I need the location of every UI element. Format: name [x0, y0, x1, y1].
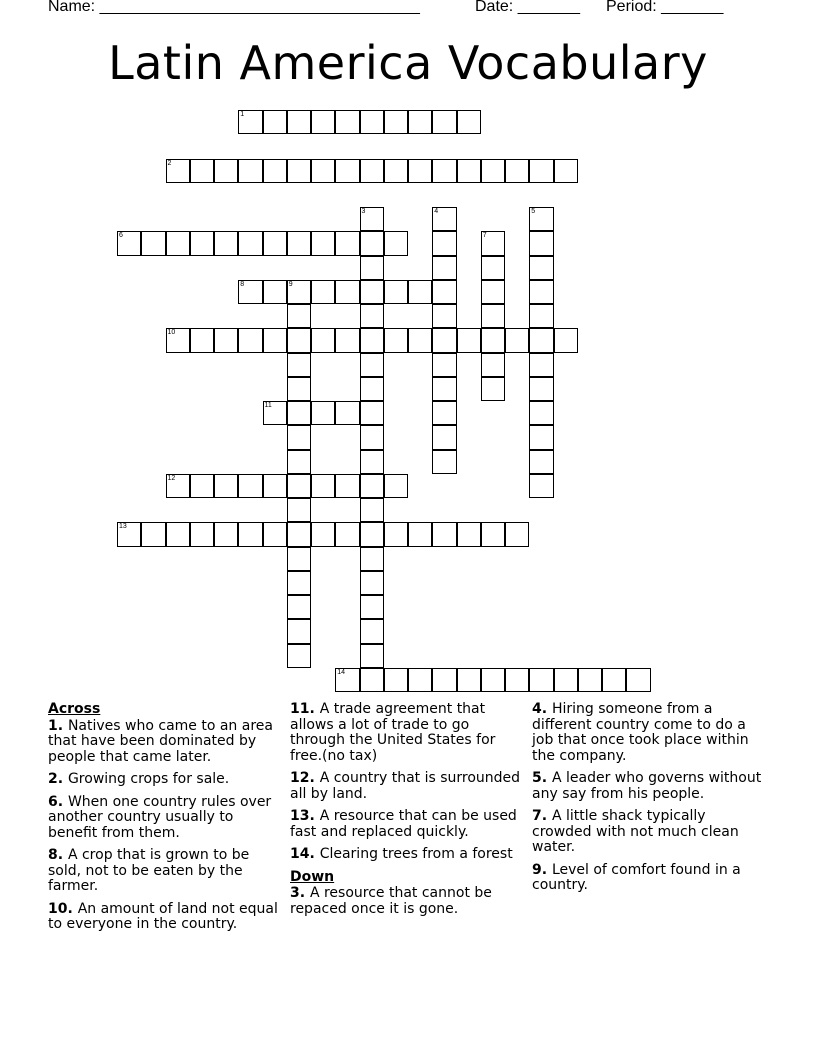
clue-number-label: 10: [48, 900, 68, 917]
clue-number-label: 5: [532, 770, 542, 786]
grid-cell[interactable]: [505, 668, 529, 692]
grid-cell[interactable]: [141, 522, 165, 546]
grid-cell[interactable]: [384, 668, 408, 692]
clue-number: 9: [288, 280, 293, 288]
grid-cell[interactable]: [263, 328, 287, 352]
grid-cell[interactable]: [311, 231, 335, 255]
grid-cell[interactable]: [457, 328, 481, 352]
grid-cell[interactable]: [360, 425, 384, 449]
clue-text: A crop that is grown to be sold, not to be eaten by the farmer.: [48, 847, 250, 894]
clue-text: A trade agreement that allows a lot of trade to go through the United States for free.(no tax): [290, 701, 496, 764]
grid-cell[interactable]: [360, 474, 384, 498]
grid-cell[interactable]: [432, 401, 456, 425]
clue-number-label: 4: [532, 701, 542, 717]
grid-cell[interactable]: [481, 231, 505, 255]
grid-cell[interactable]: [384, 159, 408, 183]
grid-cell[interactable]: [432, 450, 456, 474]
clue-text: When one country rules over another country usually to benefit from them.: [48, 793, 272, 841]
grid-cell[interactable]: [408, 522, 432, 546]
grid-cell[interactable]: [529, 474, 553, 498]
grid-cell[interactable]: [335, 401, 359, 425]
clue-number-label: 7: [532, 808, 542, 824]
clue-text: A leader who governs without any say from his people.: [532, 770, 762, 802]
grid-cell[interactable]: [117, 231, 141, 255]
grid-cell[interactable]: [360, 207, 384, 231]
grid-cell[interactable]: [263, 522, 287, 546]
grid-cell[interactable]: [311, 159, 335, 183]
grid-cell[interactable]: [432, 207, 456, 231]
clue-number-label: 14: [290, 846, 310, 862]
grid-cell[interactable]: [481, 668, 505, 692]
clue-text: A little shack typically crowded with not much clean water.: [532, 808, 739, 855]
grid-cell[interactable]: [432, 110, 456, 134]
grid-cell[interactable]: [578, 668, 602, 692]
grid-cell[interactable]: [238, 231, 262, 255]
grid-cell[interactable]: [360, 280, 384, 304]
grid-cell[interactable]: [529, 280, 553, 304]
grid-cell[interactable]: [335, 159, 359, 183]
grid-cell[interactable]: [214, 159, 238, 183]
grid-cell[interactable]: [214, 522, 238, 546]
grid-cell[interactable]: [360, 159, 384, 183]
grid-cell[interactable]: [238, 328, 262, 352]
grid-cell[interactable]: [263, 280, 287, 304]
grid-cell[interactable]: [287, 571, 311, 595]
grid-cell[interactable]: [481, 353, 505, 377]
grid-cell[interactable]: [311, 328, 335, 352]
grid-cell[interactable]: [481, 522, 505, 546]
grid-cell[interactable]: [287, 474, 311, 498]
grid-cell[interactable]: [529, 304, 553, 328]
grid-cell[interactable]: [166, 328, 190, 352]
grid-cell[interactable]: [287, 547, 311, 571]
grid-cell[interactable]: [457, 522, 481, 546]
grid-cell[interactable]: [360, 595, 384, 619]
grid-cell[interactable]: [432, 328, 456, 352]
grid-cell[interactable]: [384, 328, 408, 352]
grid-cell[interactable]: [311, 401, 335, 425]
grid-cell[interactable]: [529, 159, 553, 183]
grid-cell[interactable]: [360, 644, 384, 668]
grid-cell[interactable]: [287, 377, 311, 401]
grid-cell[interactable]: [360, 668, 384, 692]
grid-cell[interactable]: [432, 256, 456, 280]
page-title: Latin America Vocabulary: [108, 36, 708, 90]
grid-cell[interactable]: [408, 110, 432, 134]
grid-cell[interactable]: [529, 450, 553, 474]
grid-cell[interactable]: [263, 110, 287, 134]
grid-cell[interactable]: [287, 280, 311, 304]
clue-column-1: [48, 702, 284, 940]
grid-cell[interactable]: [287, 401, 311, 425]
clue-number: 11: [264, 402, 272, 409]
clue-text: A resource that cannot be repaced once it is gone.: [290, 885, 492, 917]
clue-number: 6: [119, 232, 123, 240]
grid-cell[interactable]: [335, 231, 359, 255]
clue-item: 9. Level of comfort found in a country.: [532, 861, 741, 893]
grid-cell[interactable]: [554, 328, 578, 352]
grid-cell[interactable]: [311, 474, 335, 498]
grid-cell[interactable]: [117, 522, 141, 546]
grid-cell[interactable]: [481, 304, 505, 328]
clue-number-label: 2: [48, 771, 58, 787]
clue-number-label: 13: [290, 808, 310, 824]
grid-cell[interactable]: [457, 668, 481, 692]
grid-cell[interactable]: [190, 159, 214, 183]
grid-cell[interactable]: [505, 522, 529, 546]
grid-cell[interactable]: [287, 159, 311, 183]
grid-cell[interactable]: [626, 668, 650, 692]
grid-cell[interactable]: [408, 328, 432, 352]
grid-cell[interactable]: [529, 401, 553, 425]
clue-item: 12. A country that is surrounded all by land.: [290, 770, 521, 802]
grid-cell[interactable]: [384, 110, 408, 134]
grid-cell[interactable]: [190, 522, 214, 546]
grid-cell[interactable]: [190, 474, 214, 498]
grid-cell[interactable]: [432, 522, 456, 546]
clue-column-3: [532, 702, 768, 901]
grid-cell[interactable]: [529, 353, 553, 377]
grid-cell[interactable]: [238, 280, 262, 304]
clue-number-label: 11: [290, 701, 310, 717]
grid-cell[interactable]: [481, 159, 505, 183]
grid-cell[interactable]: [457, 159, 481, 183]
clue-item: 6. When one country rules over another country usually to benefit from them.: [48, 793, 272, 841]
grid-cell[interactable]: [529, 668, 553, 692]
grid-cell[interactable]: [360, 377, 384, 401]
grid-cell[interactable]: [602, 668, 626, 692]
clue-item: 2. Growing crops for sale.: [48, 771, 230, 787]
clue-text: Hiring someone from a different country come to do a job that once took place within the company.: [532, 701, 749, 764]
grid-cell[interactable]: [214, 474, 238, 498]
grid-cell[interactable]: [408, 668, 432, 692]
grid-cell[interactable]: [432, 231, 456, 255]
grid-cell[interactable]: [166, 474, 190, 498]
grid-cell[interactable]: [432, 425, 456, 449]
grid-cell[interactable]: [554, 668, 578, 692]
grid-cell[interactable]: [529, 207, 553, 231]
grid-cell[interactable]: [190, 231, 214, 255]
grid-cell[interactable]: [360, 571, 384, 595]
grid-cell[interactable]: [287, 450, 311, 474]
grid-cell[interactable]: [360, 231, 384, 255]
clue-text: Growing crops for sale.: [67, 771, 230, 787]
clue-number-label: 8: [48, 847, 58, 863]
grid-cell[interactable]: [287, 304, 311, 328]
clue-column-2: [290, 702, 526, 924]
grid-cell[interactable]: [408, 280, 432, 304]
grid-cell[interactable]: [481, 328, 505, 352]
grid-cell[interactable]: [360, 619, 384, 643]
across-heading: Across: [48, 701, 101, 717]
grid-cell[interactable]: [263, 401, 287, 425]
grid-cell[interactable]: [360, 450, 384, 474]
grid-cell[interactable]: [287, 231, 311, 255]
grid-cell[interactable]: [529, 328, 553, 352]
grid-cell[interactable]: [360, 498, 384, 522]
clue-item: 4. Hiring someone from a different country come to do a job that once took place within the company.: [532, 701, 749, 764]
clue-number: 5: [531, 208, 536, 215]
clue-text: Clearing trees from a forest: [319, 846, 513, 862]
grid-cell[interactable]: [384, 522, 408, 546]
grid-cell[interactable]: [384, 280, 408, 304]
grid-cell[interactable]: [360, 547, 384, 571]
grid-cell[interactable]: [384, 231, 408, 255]
period-field-label: Period: _______: [606, 0, 724, 15]
clue-number: 12: [167, 474, 176, 482]
clue-text: An amount of land not equal to everyone in the country.: [48, 900, 278, 932]
clue-item: 5. A leader who governs without any say from his people.: [532, 770, 762, 802]
grid-cell[interactable]: [238, 522, 262, 546]
grid-cell[interactable]: [238, 474, 262, 498]
grid-cell[interactable]: [263, 231, 287, 255]
clue-item: 13. A resource that can be used fast and replaced quickly.: [290, 808, 517, 840]
clue-number: 8: [240, 280, 245, 288]
grid-cell[interactable]: [287, 353, 311, 377]
clue-text: A resource that can be used fast and replaced quickly.: [290, 808, 517, 840]
clue-number: 7: [482, 232, 487, 240]
grid-cell[interactable]: [432, 159, 456, 183]
grid-cell[interactable]: [360, 256, 384, 280]
grid-cell[interactable]: [214, 231, 238, 255]
grid-cell[interactable]: [190, 328, 214, 352]
clue-item: 10. An amount of land not equal to everyone in the country.: [48, 900, 278, 932]
clue-number-label: 3: [290, 885, 300, 901]
clue-item: 1. Natives who came to an area that have been dominated by people that came later.: [48, 717, 273, 765]
grid-cell[interactable]: [481, 280, 505, 304]
clue-item: 3. A resource that cannot be repaced once it is gone.: [290, 885, 492, 917]
grid-cell[interactable]: [166, 231, 190, 255]
clue-number: 4: [434, 208, 439, 215]
grid-cell[interactable]: [287, 328, 311, 352]
grid-cell[interactable]: [529, 377, 553, 401]
grid-cell[interactable]: [432, 353, 456, 377]
grid-cell[interactable]: [335, 668, 359, 692]
grid-cell[interactable]: [287, 595, 311, 619]
grid-cell[interactable]: [457, 110, 481, 134]
grid-cell[interactable]: [287, 425, 311, 449]
grid-cell[interactable]: [141, 231, 165, 255]
clue-number: 1: [240, 111, 245, 118]
grid-cell[interactable]: [287, 522, 311, 546]
grid-cell[interactable]: [287, 619, 311, 643]
grid-cell[interactable]: [408, 159, 432, 183]
grid-cell[interactable]: [311, 110, 335, 134]
clue-number: 10: [167, 329, 176, 337]
grid-cell[interactable]: [529, 425, 553, 449]
grid-cell[interactable]: [481, 256, 505, 280]
grid-cell[interactable]: [360, 110, 384, 134]
clue-item: 8. A crop that is grown to be sold, not to be eaten by the farmer.: [48, 847, 250, 894]
clue-item: 7. A little shack typically crowded with not much clean water.: [532, 808, 739, 855]
clue-text: Level of comfort found in a country.: [532, 861, 741, 893]
name-field-label: Name: ____________________________________: [48, 0, 420, 15]
grid-cell[interactable]: [214, 328, 238, 352]
clue-item: 11. A trade agreement that allows a lot of trade to go through the United States for free.(no tax): [290, 701, 496, 764]
clue-text: Natives who came to an area that have been dominated by people that came later.: [48, 717, 273, 765]
grid-cell[interactable]: [529, 231, 553, 255]
grid-cell[interactable]: [263, 474, 287, 498]
grid-cell[interactable]: [384, 474, 408, 498]
grid-cell[interactable]: [311, 522, 335, 546]
grid-cell[interactable]: [432, 280, 456, 304]
grid-cell[interactable]: [481, 377, 505, 401]
grid-cell[interactable]: [287, 644, 311, 668]
clue-number-label: 9: [532, 861, 542, 878]
clue-number-label: 1: [48, 717, 58, 734]
grid-cell[interactable]: [360, 401, 384, 425]
clue-number: 2: [167, 159, 172, 167]
date-field-label: Date: _______: [475, 0, 580, 15]
grid-cell[interactable]: [263, 159, 287, 183]
grid-cell[interactable]: [360, 353, 384, 377]
down-heading: Down: [290, 868, 335, 885]
grid-cell[interactable]: [505, 159, 529, 183]
grid-cell[interactable]: [238, 159, 262, 183]
clue-number-label: 12: [290, 770, 310, 786]
clue-item: 14. Clearing trees from a forest: [290, 846, 513, 862]
grid-cell[interactable]: [238, 110, 262, 134]
grid-cell[interactable]: [432, 304, 456, 328]
grid-cell[interactable]: [166, 159, 190, 183]
grid-cell[interactable]: [529, 256, 553, 280]
clue-number-label: 6: [48, 793, 58, 810]
grid-cell[interactable]: [335, 110, 359, 134]
grid-cell[interactable]: [335, 522, 359, 546]
grid-cell[interactable]: [335, 328, 359, 352]
clue-number: 14: [337, 668, 346, 676]
grid-cell[interactable]: [335, 474, 359, 498]
grid-cell[interactable]: [287, 110, 311, 134]
clue-number: 13: [119, 523, 127, 531]
grid-cell[interactable]: [554, 159, 578, 183]
clue-number: 3: [361, 208, 366, 215]
grid-cell[interactable]: [311, 280, 335, 304]
grid-cell[interactable]: [335, 280, 359, 304]
grid-cell[interactable]: [432, 668, 456, 692]
grid-cell[interactable]: [505, 328, 529, 352]
grid-cell[interactable]: [287, 498, 311, 522]
grid-cell[interactable]: [360, 328, 384, 352]
clue-text: A country that is surrounded all by land.: [290, 770, 521, 802]
grid-cell[interactable]: [360, 304, 384, 328]
grid-cell[interactable]: [166, 522, 190, 546]
grid-cell[interactable]: [432, 377, 456, 401]
grid-cell[interactable]: [360, 522, 384, 546]
